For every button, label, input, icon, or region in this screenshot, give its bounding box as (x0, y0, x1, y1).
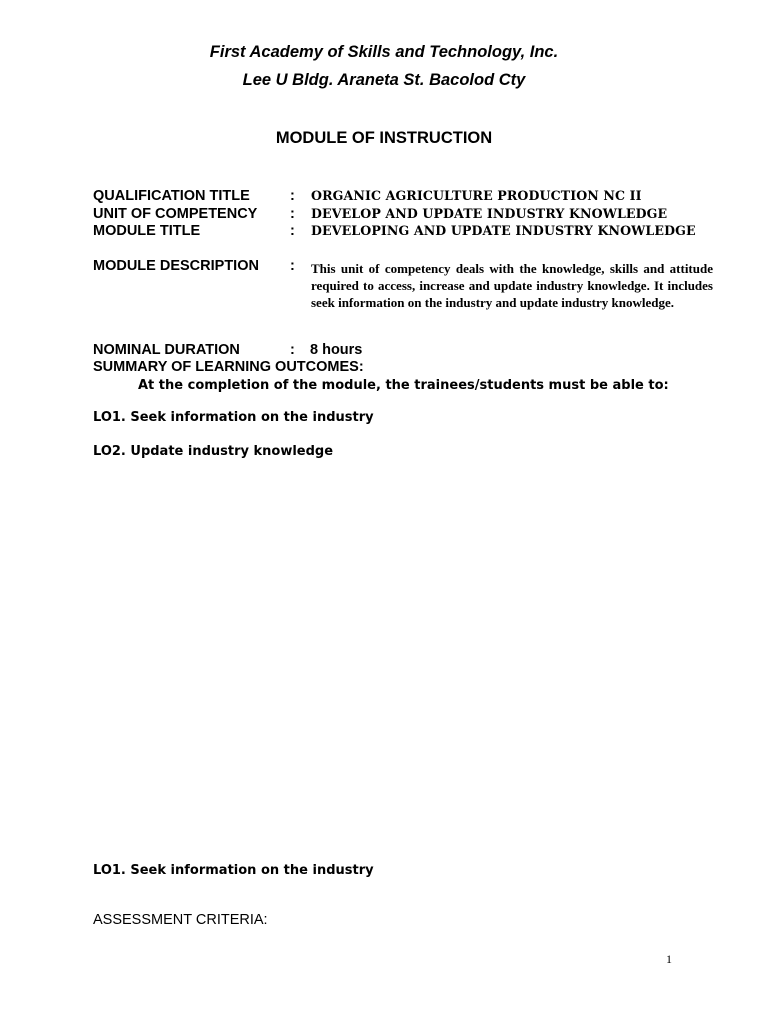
unit-label: UNIT OF COMPETENCY (93, 206, 258, 222)
description-text: This unit of competency deals with the knowledge, skills and attitude required to access, increase and update industry knowledge. It includes seek information on the industry and update industry knowledge. (311, 261, 713, 310)
duration-value: 8 hours (310, 342, 363, 358)
module-title-row (93, 223, 715, 241)
summary-heading: SUMMARY OF LEARNING OUTCOMES: (93, 359, 364, 375)
qualification-value: ORGANIC AGRICULTURE PRODUCTION NC II (311, 188, 642, 203)
qualification-row (93, 188, 715, 206)
module-heading: MODULE OF INSTRUCTION (275, 129, 493, 147)
page-number: 1 (666, 952, 672, 966)
module-title-separator: : (290, 223, 295, 239)
qualification-separator: : (290, 188, 295, 204)
description-label: MODULE DESCRIPTION (93, 258, 259, 274)
description-separator: : (290, 258, 295, 274)
duration-separator: : (290, 342, 295, 358)
unit-separator: : (290, 206, 295, 222)
assessment-criteria-heading: ASSESSMENT CRITERIA: (93, 912, 268, 928)
learning-outcome-item: LO2. Update industry knowledge (93, 444, 334, 459)
module-title-label: MODULE TITLE (93, 223, 201, 239)
duration-row (93, 342, 715, 360)
qualification-label: QUALIFICATION TITLE (93, 188, 250, 204)
lo1-section-heading: LO1. Seek information on the industry (93, 863, 374, 878)
unit-value: DEVELOP AND UPDATE INDUSTRY KNOWLEDGE (311, 206, 668, 221)
learning-outcome-item: LO1. Seek information on the industry (93, 410, 374, 425)
institution-name: First Academy of Skills and Technology, Inc. (209, 43, 559, 61)
summary-intro: At the completion of the module, the trainees/students must be able to: (138, 378, 669, 393)
institution-address: Lee U Bldg. Araneta St. Bacolod Cty (242, 71, 526, 89)
description-row (93, 258, 715, 330)
duration-label: NOMINAL DURATION (93, 342, 240, 358)
unit-row (93, 206, 715, 224)
module-title-value: DEVELOPING AND UPDATE INDUSTRY KNOWLEDGE (311, 223, 696, 238)
